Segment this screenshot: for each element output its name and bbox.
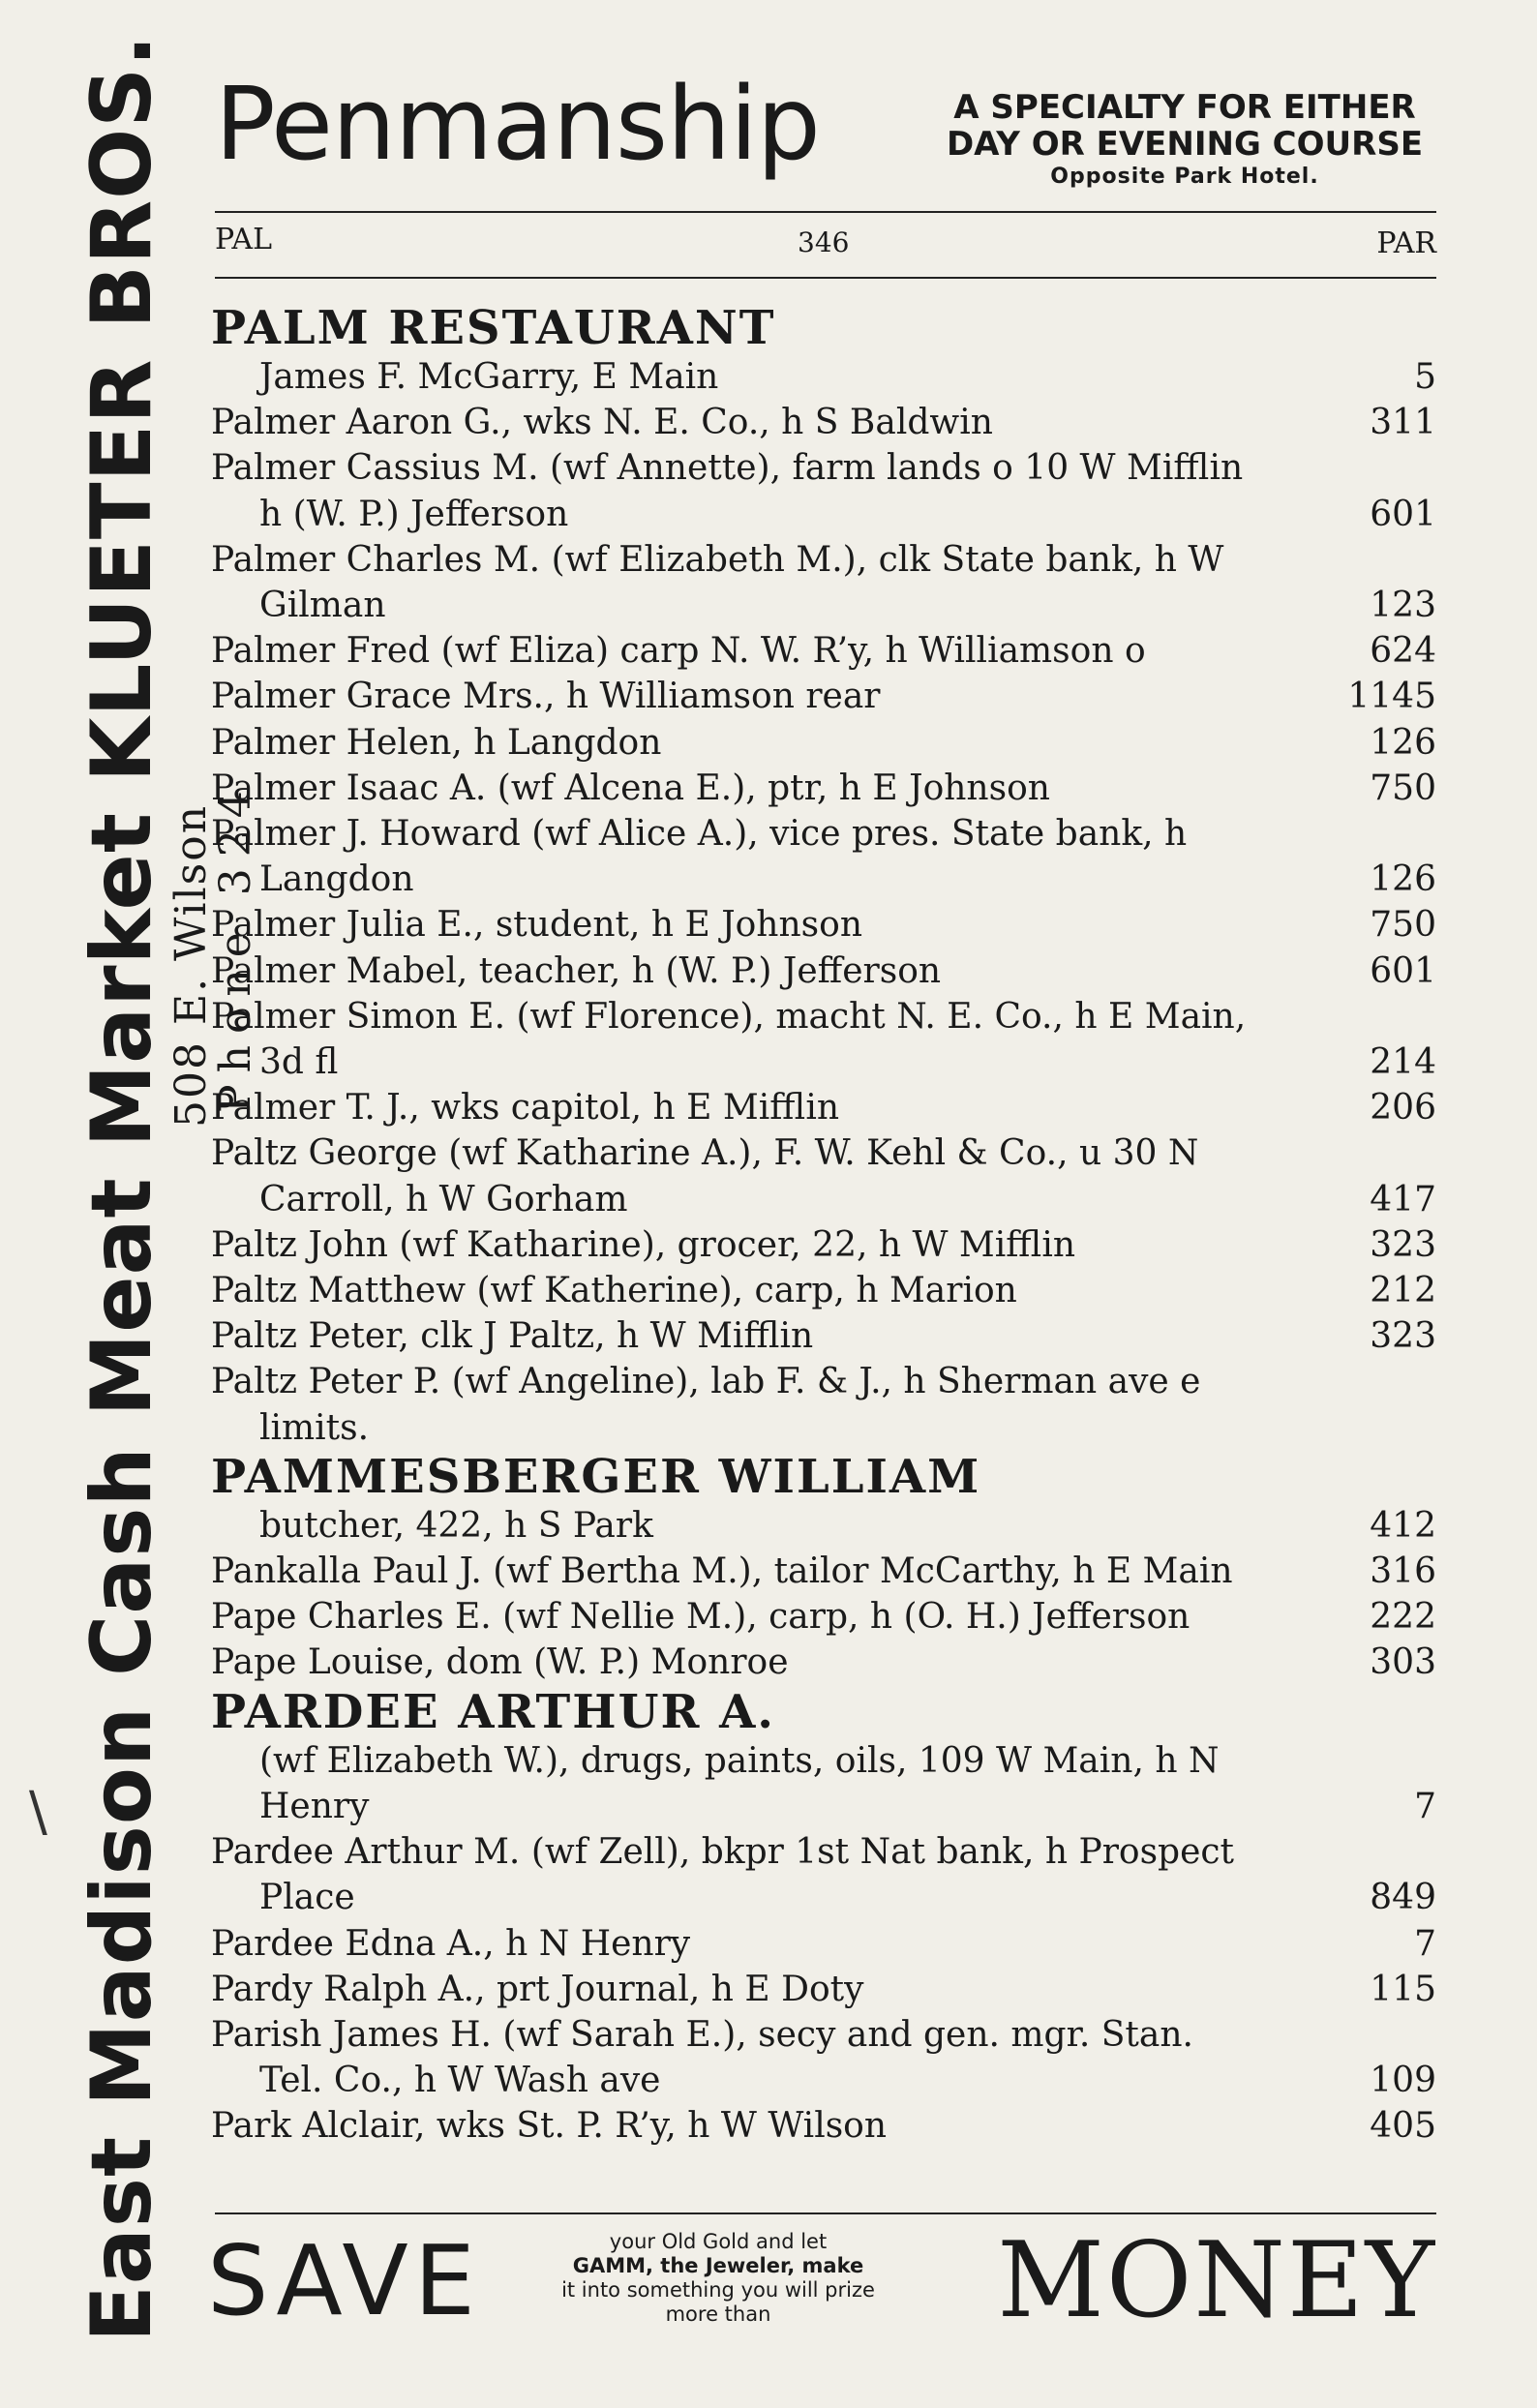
entry-text: Palmer Cassius M. (wf Annette), farm lands o 10 W Mifflin: [211, 448, 1244, 489]
entry-text: Palmer Aaron G., wks N. E. Co., h S Baldwin: [211, 403, 993, 443]
entry-text: Pardee Edna A., h N Henry: [211, 1923, 691, 1964]
directory-entry: [211, 1594, 1436, 1640]
entry-text: h (W. P.) Jefferson: [259, 494, 569, 534]
header-ad-tagline: [933, 89, 1436, 192]
entry-text: Palmer Simon E. (wf Florence), macht N. E. Co., h E Main,: [211, 996, 1247, 1037]
entry-text: Palmer Mabel, teacher, h (W. P.) Jefferson: [211, 950, 942, 991]
entry-number: 214: [1370, 1042, 1436, 1083]
entry-number: 601: [1370, 494, 1436, 534]
entry-number: 750: [1370, 768, 1436, 808]
entry-text: Pape Louise, dom (W. P.) Monroe: [211, 1642, 789, 1683]
entry-number: 412: [1370, 1505, 1436, 1546]
directory-entry: [211, 537, 1436, 628]
entry-text: Place: [259, 1878, 355, 1918]
entry-text: Langdon: [259, 859, 414, 900]
entry-text: Palmer Helen, h Langdon: [211, 722, 662, 763]
directory-entry: [211, 1451, 1436, 1549]
entry-number: 109: [1370, 2061, 1436, 2101]
directory-entry: [211, 1640, 1436, 1685]
entry-text: Henry: [259, 1786, 370, 1826]
entry-number: 311: [1370, 403, 1436, 443]
entry-number: 323: [1370, 1224, 1436, 1265]
running-head-right: PAR: [1376, 226, 1436, 260]
entry-text: Paltz John (wf Katharine), grocer, 22, h W Mifflin: [211, 1224, 1076, 1265]
entry-text: Palmer Fred (wf Eliza) carp N. W. R’y, h Williamson o: [211, 631, 1146, 672]
footer-ad-middle: [554, 2230, 883, 2327]
directory-entry: [211, 1130, 1436, 1221]
directory-entry: [211, 811, 1436, 902]
entry-number: 1145: [1347, 677, 1436, 717]
entry-number: 750: [1370, 905, 1436, 946]
footer-ad-line: more than: [665, 2303, 771, 2326]
directory-entry: [211, 1085, 1436, 1130]
pencil-mark: \: [29, 1781, 47, 1844]
directory-entries: [211, 302, 1436, 2150]
entry-number: 405: [1370, 2106, 1436, 2147]
running-head: [215, 223, 1436, 261]
entry-text: Pardee Arthur M. (wf Zell), bkpr 1st Nat bank, h Prospect: [211, 1832, 1235, 1873]
header-ad-tagline-2: DAY OR EVENING COURSE: [946, 125, 1424, 164]
footer-advertisement: [205, 2220, 1436, 2350]
footer-ad-line: your Old Gold and let: [609, 2230, 828, 2253]
entry-text: Paltz Peter P. (wf Angeline), lab F. & J., h Sherman ave e: [211, 1362, 1201, 1402]
directory-entry: [211, 1549, 1436, 1594]
footer-rule: [215, 2212, 1436, 2214]
directory-entry: [211, 1921, 1436, 1967]
entry-text: 3d fl: [259, 1042, 339, 1083]
directory-entry: [211, 1313, 1436, 1359]
entry-number: 206: [1370, 1088, 1436, 1129]
entry-text: (wf Elizabeth W.), drugs, paints, oils, 109 W Main, h N: [259, 1740, 1220, 1781]
entry-number: 5: [1414, 357, 1436, 397]
entry-text: Pape Charles E. (wf Nellie M.), carp, h (O. H.) Jefferson: [211, 1597, 1190, 1638]
directory-entry: [211, 628, 1436, 674]
entry-number: 123: [1370, 586, 1436, 626]
entry-text: Paltz Peter, clk J Paltz, h W Mifflin: [211, 1316, 814, 1357]
header-ad-location: Opposite Park Hotel.: [1050, 165, 1319, 189]
entry-text: Palmer Isaac A. (wf Alcena E.), ptr, h E Johnson: [211, 768, 1050, 808]
entry-number: 303: [1370, 1642, 1436, 1683]
entry-number: 115: [1370, 1969, 1436, 2009]
entry-heading: PALM RESTAURANT: [211, 301, 776, 355]
entry-number: 323: [1370, 1316, 1436, 1357]
entry-number: 7: [1414, 1923, 1436, 1964]
running-head-left: PAL: [215, 223, 273, 256]
entry-number: 624: [1370, 631, 1436, 672]
directory-entry: [211, 445, 1436, 536]
directory-entry: [211, 994, 1436, 1085]
directory-entry: [211, 302, 1436, 400]
footer-ad-line: it into something you will prize: [561, 2278, 875, 2302]
entry-number: 417: [1370, 1179, 1436, 1219]
footer-ad-left: SAVE: [207, 2224, 481, 2337]
entry-text: Paltz Matthew (wf Katherine), carp, h Marion: [211, 1271, 1017, 1311]
directory-entry: [211, 674, 1436, 719]
entry-text: Gilman: [259, 586, 386, 626]
entry-text: Palmer Grace Mrs., h Williamson rear: [211, 677, 881, 717]
entry-number: 212: [1370, 1271, 1436, 1311]
entry-text: Carroll, h W Gorham: [259, 1179, 628, 1219]
entry-text: James F. McGarry, E Main: [259, 357, 719, 397]
entry-number: 126: [1370, 722, 1436, 763]
footer-ad-line: GAMM, the Jeweler, make: [572, 2254, 864, 2277]
running-head-rule: [215, 277, 1436, 279]
entry-number: 601: [1370, 950, 1436, 991]
header-ad-tagline-1: A SPECIALTY FOR EITHER: [953, 88, 1416, 127]
directory-entry: [211, 400, 1436, 445]
entry-number: 316: [1370, 1551, 1436, 1592]
entry-text: butcher, 422, h S Park: [259, 1505, 653, 1546]
side-ad-phone: Phone 324: [211, 779, 260, 1113]
directory-entry: [211, 766, 1436, 811]
directory-entry: [211, 1967, 1436, 2012]
entry-number: 849: [1370, 1878, 1436, 1918]
header-advertisement: [215, 65, 1436, 211]
directory-entry: [211, 1686, 1436, 1829]
footer-ad-right: MONEY: [997, 2220, 1436, 2341]
entry-text: Parish James H. (wf Sarah E.), secy and gen. mgr. Stan.: [211, 2014, 1193, 2055]
header-ad-title: Penmanship: [215, 65, 820, 183]
page-number: 346: [798, 226, 850, 258]
directory-entry: [211, 2012, 1436, 2103]
entry-text: Park Alclair, wks St. P. R’y, h W Wilson: [211, 2106, 888, 2147]
entry-text: Pankalla Paul J. (wf Bertha M.), tailor McCarthy, h E Main: [211, 1551, 1233, 1592]
entry-number: 222: [1370, 1597, 1436, 1638]
directory-entry: [211, 1359, 1436, 1450]
directory-entry: [211, 902, 1436, 948]
entry-text: Palmer Julia E., student, h E Johnson: [211, 905, 863, 946]
side-ad-business-name: East Madison Cash Meat Market KLUETER BROS.: [74, 34, 170, 2342]
header-rule: [215, 211, 1436, 213]
entry-text: Palmer T. J., wks capitol, h E Mifflin: [211, 1088, 840, 1129]
entry-number: 126: [1370, 859, 1436, 900]
entry-heading: PAMMESBERGER WILLIAM: [211, 1449, 981, 1504]
entry-text: Paltz George (wf Katharine A.), F. W. Kehl & Co., u 30 N: [211, 1133, 1199, 1174]
entry-text: limits.: [259, 1407, 370, 1448]
entry-text: Palmer J. Howard (wf Alice A.), vice pres. State bank, h: [211, 814, 1188, 855]
directory-entry: [211, 1222, 1436, 1268]
directory-entry: [211, 1268, 1436, 1313]
entry-text: Tel. Co., h W Wash ave: [259, 2061, 661, 2101]
entry-heading: PARDEE ARTHUR A.: [211, 1684, 776, 1739]
directory-entry: [211, 2103, 1436, 2149]
directory-entry: [211, 1829, 1436, 1920]
entry-text: Palmer Charles M. (wf Elizabeth M.), clk State bank, h W: [211, 539, 1224, 580]
side-ad-address: 508 E. Wilson: [166, 803, 216, 1128]
directory-entry: [211, 948, 1436, 994]
entry-text: Pardy Ralph A., prt Journal, h E Doty: [211, 1969, 864, 2009]
entry-number: 7: [1414, 1786, 1436, 1826]
directory-entry: [211, 720, 1436, 766]
